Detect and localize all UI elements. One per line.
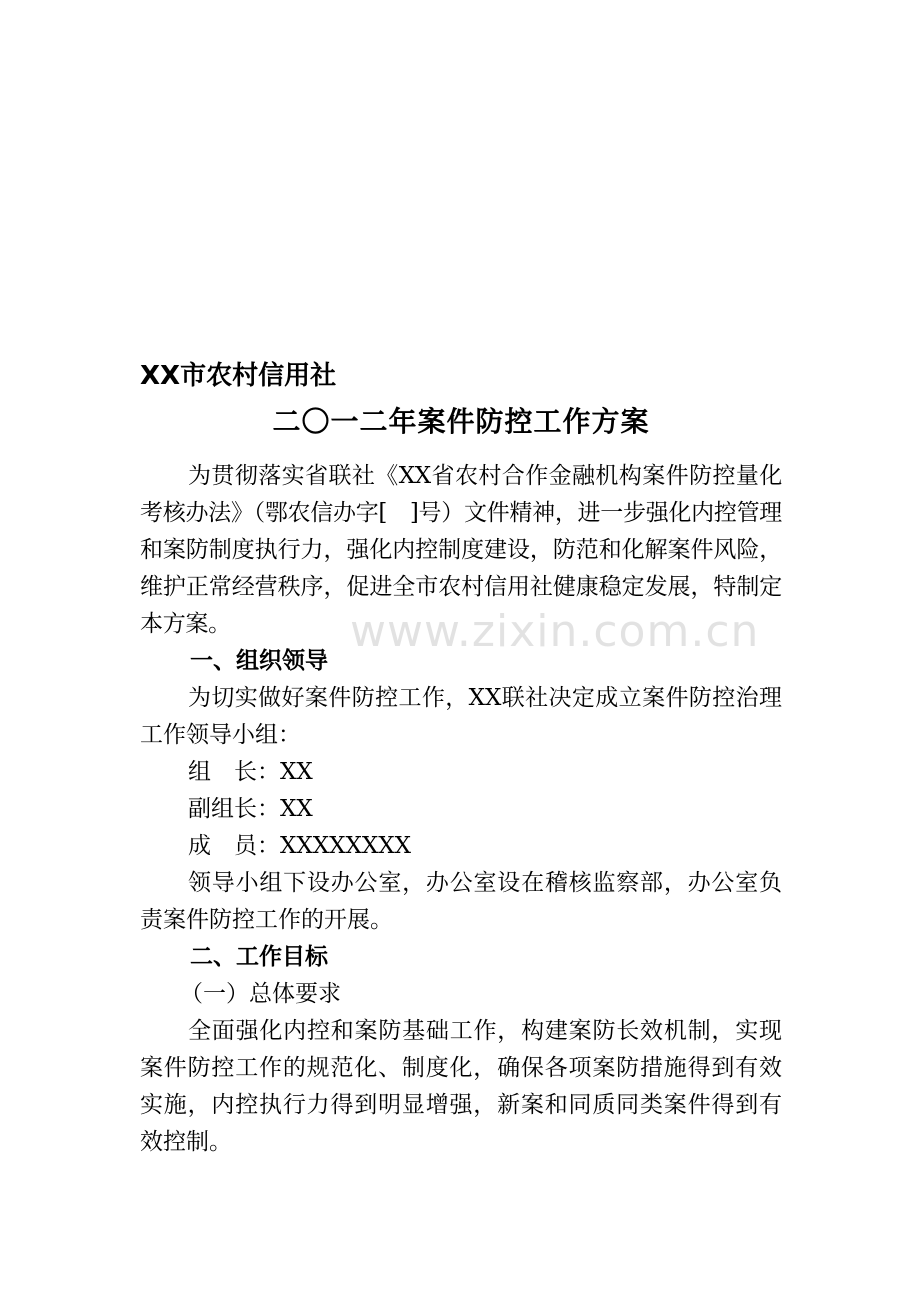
members-line: 成 员：XXXXXXXX: [188, 833, 411, 859]
office-paragraph: 领导小组下设办公室，办公室设在稽核监察部，办公室负责案件防控工作的开展。: [140, 870, 782, 933]
document-page: [140, 358, 782, 1161]
organization-paragraph: 为切实做好案件防控工作，XX联社决定成立案件防控治理工作领导小组：: [140, 685, 782, 748]
document-title: 二〇一二年案件防控工作方案: [272, 405, 650, 438]
section-heading-goals: 二、工作目标: [190, 944, 328, 970]
goals-paragraph: 全面强化内控和案防基础工作，构建案防长效机制，实现案件防控工作的规范化、制度化，确保各项案防措施得到有效实施，内控执行力得到明显增强，新案和同质同类案件得到有效控制。: [140, 1018, 782, 1155]
leader-line: 组 长：XX: [188, 759, 313, 785]
section-heading-organization: 一、组织领导: [190, 648, 328, 674]
org-title: XX市农村信用社: [140, 361, 337, 391]
intro-paragraph: 为贯彻落实省联社《XX省农村合作金融机构案件防控量化考核办法》（鄂农信办字[ ]号）文件精神，进一步强化内控管理和案防制度执行力，强化内控制度建设，防范和化解案件风险，维护正常经营秩序，促进全市农村信用社健康稳定发展，特制定本方案。: [140, 463, 782, 637]
watermark: www.zixin.com.cn: [350, 606, 760, 657]
subheading-general-requirements: （一）总体要求: [180, 981, 341, 1007]
deputy-leader-line: 副组长：XX: [188, 796, 313, 822]
